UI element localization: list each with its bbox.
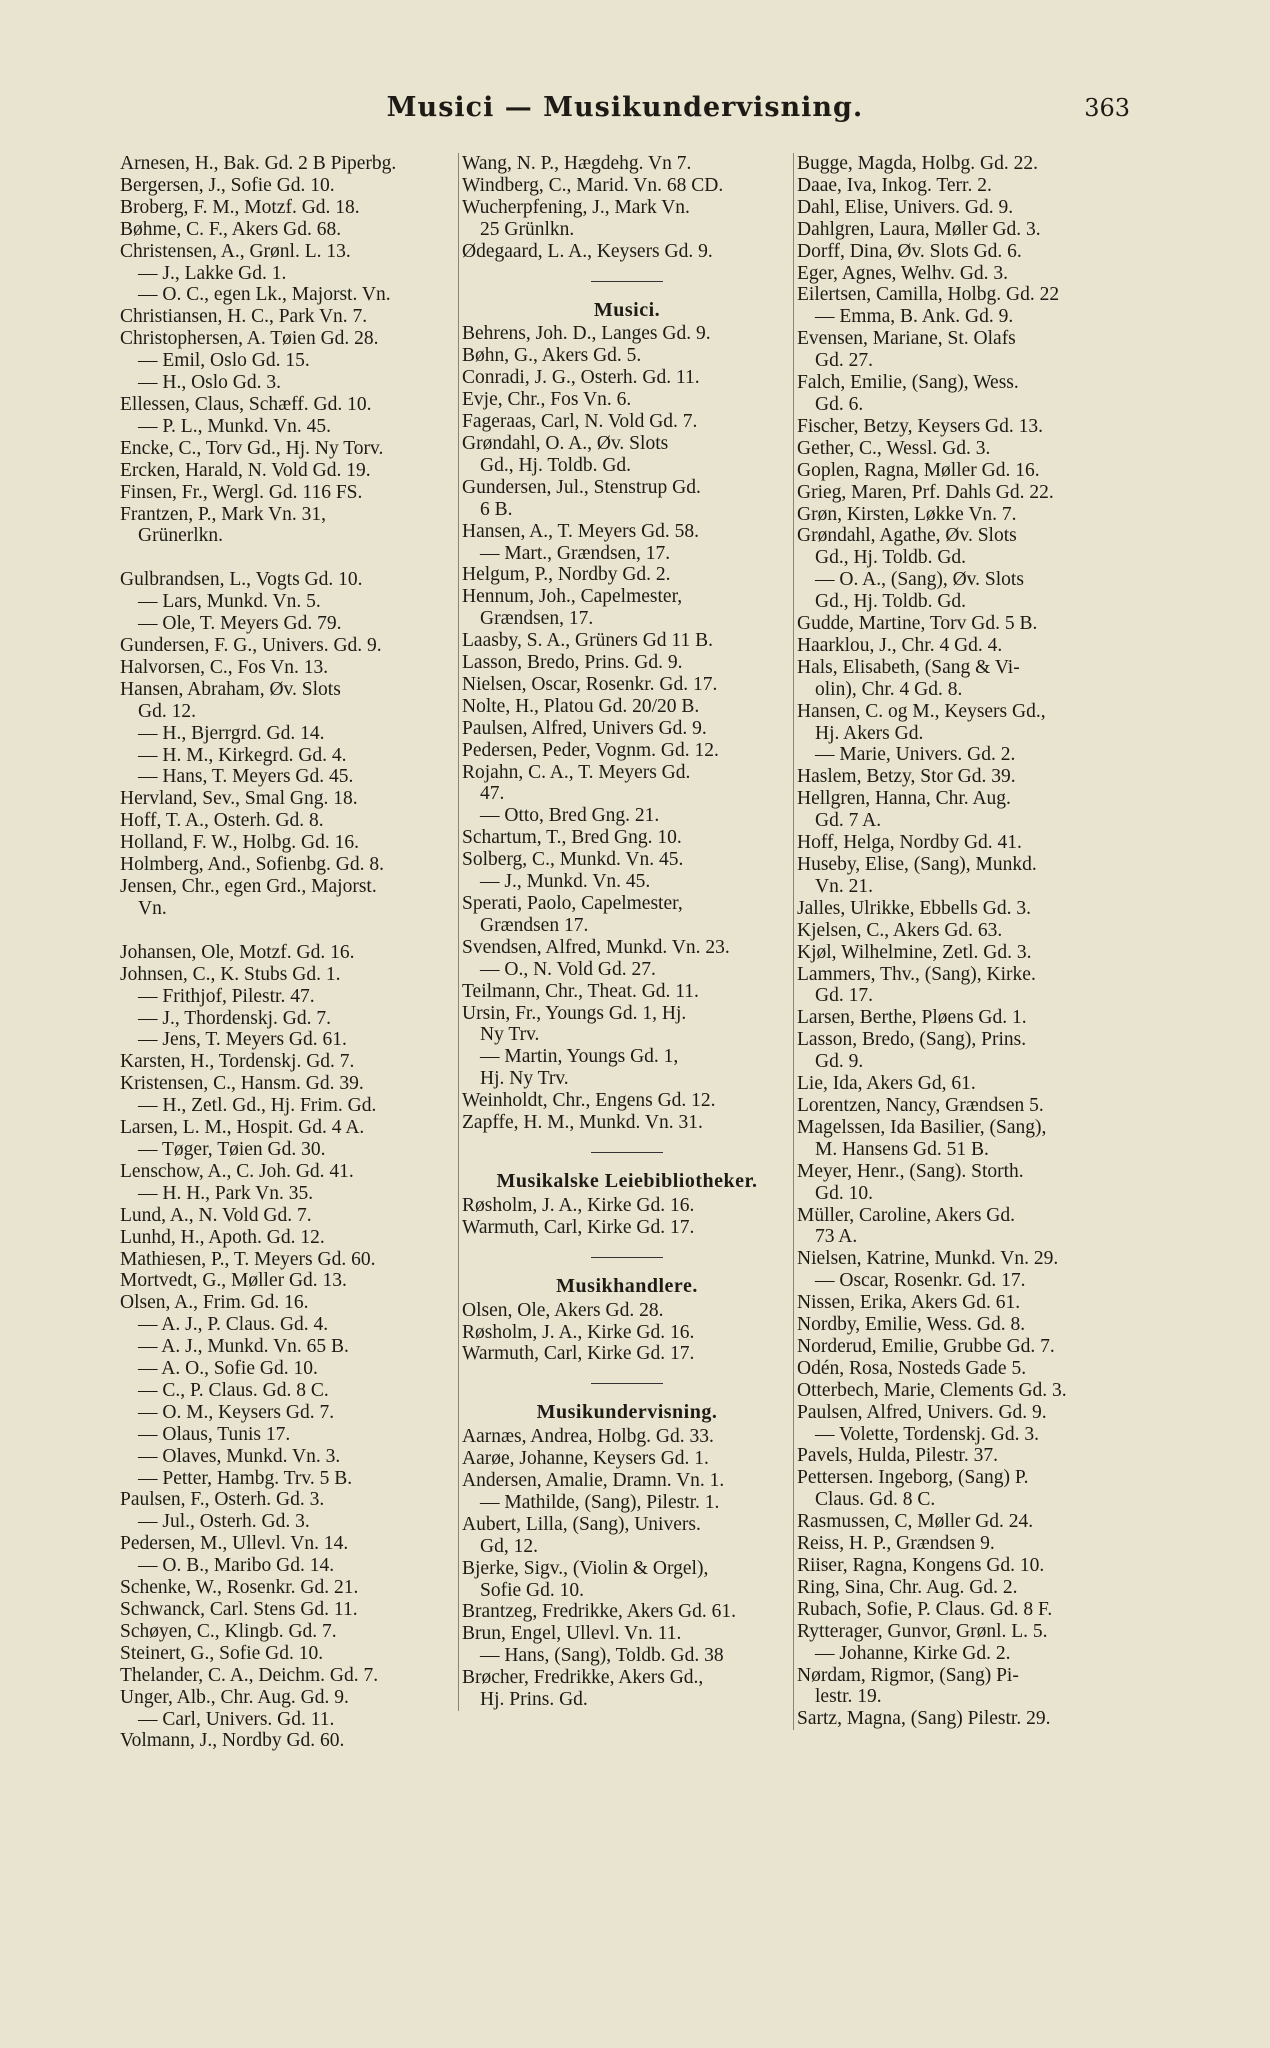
- directory-entry: Falch, Emilie, (Sang), Wess.: [797, 372, 1019, 394]
- directory-entry: Christophersen, A. Tøien Gd. 28.: [120, 328, 379, 350]
- directory-entry: Dorff, Dina, Øv. Slots Gd. 6.: [797, 240, 1022, 262]
- directory-entry: Andersen, Amalie, Dramn. Vn. 1.: [462, 1470, 725, 1492]
- directory-entry: Weinholdt, Chr., Engens Gd. 12.: [462, 1090, 716, 1112]
- directory-entry: Haarklou, J., Chr. 4 Gd. 4.: [797, 634, 1003, 656]
- directory-entry: Ercken, Harald, N. Vold Gd. 19.: [120, 459, 371, 481]
- directory-entry: — Carl, Univers. Gd. 11.: [138, 1708, 335, 1730]
- directory-entry: Bugge, Magda, Holbg. Gd. 22.: [797, 153, 1039, 174]
- directory-entry: Paulsen, F., Osterh. Gd. 3.: [120, 1489, 325, 1511]
- directory-entry: — Oscar, Rosenkr. Gd. 17.: [815, 1270, 1026, 1292]
- directory-entry: Hoff, T. A., Osterh. Gd. 8.: [120, 810, 324, 832]
- directory-entry: Gd. 6.: [815, 393, 864, 415]
- directory-entry: lestr. 19.: [815, 1686, 882, 1708]
- directory-entry: Schartum, T., Bred Gng. 10.: [462, 827, 682, 849]
- directory-entry: Lie, Ida, Akers Gd, 61.: [797, 1073, 976, 1095]
- directory-entry: Norderud, Emilie, Grubbe Gd. 7.: [797, 1335, 1055, 1357]
- directory-entry: Larsen, Berthe, Pløens Gd. 1.: [797, 1007, 1027, 1029]
- section-heading: Musikalske Leiebibliotheker.: [496, 1169, 758, 1192]
- directory-entry: Aarøe, Johanne, Keysers Gd. 1.: [462, 1448, 709, 1470]
- directory-entry: Odén, Rosa, Nosteds Gade 5.: [797, 1357, 1027, 1379]
- directory-entry: Fischer, Betzy, Keysers Gd. 13.: [797, 415, 1043, 437]
- directory-entry: Holmberg, And., Sofienbg. Gd. 8.: [120, 854, 384, 876]
- directory-entry: Hansen, Abraham, Øv. Slots: [120, 678, 341, 700]
- section-divider: [591, 281, 663, 282]
- column-right: [793, 153, 1135, 1730]
- directory-entry: Vn.: [138, 897, 167, 919]
- directory-entry: Laasby, S. A., Grüners Gd 11 B.: [462, 630, 713, 652]
- directory-entry: Evensen, Mariane, St. Olafs: [797, 328, 1016, 350]
- directory-entry: Kjøl, Wilhelmine, Zetl. Gd. 3.: [797, 941, 1032, 963]
- directory-entry: Hals, Elisabeth, (Sang & Vi-: [797, 656, 1020, 678]
- section-divider: [591, 1152, 663, 1153]
- directory-entry: Grændsen 17.: [480, 914, 589, 936]
- directory-entry: — Ole, T. Meyers Gd. 79.: [138, 613, 342, 635]
- directory-entry: Goplen, Ragna, Møller Gd. 16.: [797, 459, 1040, 481]
- directory-entry: — Jul., Osterh. Gd. 3.: [138, 1511, 310, 1533]
- directory-entry: Schøyen, C., Klingb. Gd. 7.: [120, 1620, 337, 1642]
- directory-entry: — Lars, Munkd. Vn. 5.: [138, 591, 321, 613]
- directory-entry: Fageraas, Carl, N. Vold Gd. 7.: [462, 411, 698, 433]
- directory-entry: Rojahn, C. A., T. Meyers Gd.: [462, 761, 691, 783]
- directory-entry: Karsten, H., Tordenskj. Gd. 7.: [120, 1051, 355, 1073]
- directory-entry: Mathiesen, P., T. Meyers Gd. 60.: [120, 1248, 376, 1270]
- directory-entry: Gd., Hj. Toldb. Gd.: [480, 454, 632, 476]
- directory-entry: Gd. 27.: [815, 350, 873, 372]
- directory-entry: Rasmussen, C, Møller Gd. 24.: [797, 1511, 1034, 1533]
- directory-entry: Lund, A., N. Vold Gd. 7.: [120, 1204, 312, 1226]
- directory-entry: Warmuth, Carl, Kirke Gd. 17.: [462, 1216, 695, 1238]
- directory-entry: Conradi, J. G., Osterh. Gd. 11.: [462, 367, 700, 389]
- directory-entry: Gd. 10.: [815, 1182, 873, 1204]
- directory-entry: Hansen, A., T. Meyers Gd. 58.: [462, 520, 700, 542]
- directory-entry: M. Hansens Gd. 51 B.: [815, 1138, 989, 1160]
- directory-entry: Hennum, Joh., Capelmester,: [462, 586, 683, 608]
- directory-entry: Wang, N. P., Hægdehg. Vn 7.: [462, 153, 692, 174]
- directory-entry: Hj. Akers Gd.: [815, 722, 924, 744]
- directory-entry: Schwanck, Carl. Stens Gd. 11.: [120, 1599, 358, 1620]
- directory-entry: Broberg, F. M., Motzf. Gd. 18.: [120, 196, 360, 218]
- directory-entry: — O. A., (Sang), Øv. Slots: [815, 569, 1024, 591]
- directory-entry: Bjerke, Sigv., (Violin & Orgel),: [462, 1557, 709, 1579]
- directory-entry: Aubert, Lilla, (Sang), Univers.: [462, 1513, 701, 1535]
- directory-entry: Hj. Prins. Gd.: [480, 1689, 588, 1711]
- directory-entry: Lenschow, A., C. Joh. Gd. 41.: [120, 1160, 354, 1182]
- directory-entry: Wucherpfening, J., Mark Vn.: [462, 196, 690, 218]
- directory-entry: Hervland, Sev., Smal Gng. 18.: [120, 788, 358, 810]
- directory-entry: Nordby, Emilie, Wess. Gd. 8.: [797, 1314, 1026, 1336]
- directory-entry: Dahlgren, Laura, Møller Gd. 3.: [797, 218, 1041, 240]
- directory-entry: Behrens, Joh. D., Langes Gd. 9.: [462, 323, 711, 345]
- directory-entry: Brantzeg, Fredrikke, Akers Gd. 61.: [462, 1601, 737, 1623]
- directory-entry: Zapffe, H. M., Munkd. Vn. 31.: [462, 1112, 703, 1134]
- spacer: [120, 920, 454, 942]
- directory-entry: — Volette, Tordenskj. Gd. 3.: [815, 1423, 1039, 1445]
- section-heading: Musici.: [593, 298, 661, 321]
- directory-entry: Sperati, Paolo, Capelmester,: [462, 893, 683, 914]
- directory-entry: — O. C., egen Lk., Majorst. Vn.: [138, 284, 391, 306]
- directory-entry: Schenke, W., Rosenkr. Gd. 21.: [120, 1577, 359, 1599]
- directory-entry: 73 A.: [815, 1226, 858, 1248]
- directory-entry: Paulsen, Alfred, Univers. Gd. 9.: [797, 1401, 1047, 1423]
- directory-entry: — H., Bjerrgrd. Gd. 14.: [138, 722, 325, 744]
- directory-entry: — P. L., Munkd. Vn. 45.: [138, 415, 332, 437]
- directory-entry: Gudde, Martine, Torv Gd. 5 B.: [797, 613, 1038, 635]
- directory-entry: Brøcher, Fredrikke, Akers Gd.,: [462, 1667, 704, 1689]
- directory-entry: — J., Munkd. Vn. 45.: [480, 871, 651, 893]
- directory-entry: Grøndahl, O. A., Øv. Slots: [462, 432, 669, 454]
- directory-entry: Nielsen, Katrine, Munkd. Vn. 29.: [797, 1248, 1059, 1270]
- directory-entry: Bøhn, G., Akers Gd. 5.: [462, 345, 642, 367]
- directory-entry: — Tøger, Tøien Gd. 30.: [138, 1138, 326, 1160]
- directory-entry: Encke, C., Torv Gd., Hj. Ny Torv.: [120, 437, 384, 459]
- directory-entry: olin), Chr. 4 Gd. 8.: [815, 678, 963, 700]
- directory-entry: 6 B.: [480, 498, 513, 520]
- directory-entry: — Olaus, Tunis 17.: [138, 1423, 291, 1445]
- directory-entry: Hellgren, Hanna, Chr. Aug.: [797, 788, 1011, 810]
- directory-entry: Gether, C., Wessl. Gd. 3.: [797, 437, 991, 459]
- directory-entry: — Marie, Univers. Gd. 2.: [815, 744, 1016, 766]
- directory-entry: — A. J., Munkd. Vn. 65 B.: [138, 1336, 349, 1358]
- directory-entry: Brun, Engel, Ullevl. Vn. 11.: [462, 1623, 682, 1645]
- directory-entry: Grieg, Maren, Prf. Dahls Gd. 22.: [797, 481, 1054, 503]
- page-header: [120, 92, 1130, 132]
- directory-entry: Gd. 9.: [815, 1051, 864, 1073]
- directory-entry: Lunhd, H., Apoth. Gd. 12.: [120, 1226, 325, 1248]
- directory-entry: Warmuth, Carl, Kirke Gd. 17.: [462, 1343, 695, 1365]
- directory-entry: — Emil, Oslo Gd. 15.: [138, 350, 310, 372]
- directory-entry: Christiansen, H. C., Park Vn. 7.: [120, 306, 368, 328]
- directory-entry: Otterbech, Marie, Clements Gd. 3.: [797, 1379, 1067, 1401]
- directory-entry: Svendsen, Alfred, Munkd. Vn. 23.: [462, 936, 730, 958]
- directory-entry: Ødegaard, L. A., Keysers Gd. 9.: [462, 240, 713, 262]
- directory-entry: — Emma, B. Ank. Gd. 9.: [815, 306, 1014, 328]
- section-divider: [591, 1257, 663, 1258]
- directory-entry: Grøndahl, Agathe, Øv. Slots: [797, 525, 1017, 547]
- directory-entry: Nolte, H., Platou Gd. 20/20 B.: [462, 695, 700, 717]
- directory-entry: Rubach, Sofie, P. Claus. Gd. 8 F.: [797, 1598, 1053, 1620]
- directory-entry: Gundersen, Jul., Stenstrup Gd.: [462, 476, 701, 498]
- section-divider: [591, 1383, 663, 1384]
- directory-entry: Gulbrandsen, L., Vogts Gd. 10.: [120, 569, 363, 591]
- directory-entry: Riiser, Ragna, Kongens Gd. 10.: [797, 1555, 1045, 1576]
- directory-entry: Müller, Caroline, Akers Gd.: [797, 1204, 1016, 1226]
- directory-entry: Olsen, A., Frim. Gd. 16.: [120, 1292, 309, 1314]
- directory-entry: — Mart., Grændsen, 17.: [480, 542, 671, 564]
- directory-entry: — A. J., P. Claus. Gd. 4.: [138, 1314, 329, 1336]
- directory-entry: Evje, Chr., Fos Vn. 6.: [462, 389, 632, 411]
- directory-entry: Larsen, L. M., Hospit. Gd. 4 A.: [120, 1117, 365, 1139]
- directory-entry: — Otto, Bred Gng. 21.: [480, 805, 660, 827]
- page-number: 363: [1084, 94, 1130, 122]
- directory-entry: — O., N. Vold Gd. 27.: [480, 958, 656, 980]
- directory-entry: Steinert, G., Sofie Gd. 10.: [120, 1642, 324, 1664]
- directory-entry: Gd. 7 A.: [815, 810, 882, 832]
- directory-entry: Eger, Agnes, Welhv. Gd. 3.: [797, 262, 1009, 284]
- column-middle: [458, 153, 792, 1711]
- directory-entry: Magelssen, Ida Basilier, (Sang),: [797, 1116, 1047, 1138]
- directory-entry: Aarnæs, Andrea, Holbg. Gd. 33.: [462, 1426, 714, 1448]
- directory-entry: — Hans, T. Meyers Gd. 45.: [138, 766, 354, 788]
- directory-entry: — Olaves, Munkd. Vn. 3.: [138, 1445, 341, 1467]
- directory-entry: Volmann, J., Nordby Gd. 60.: [120, 1730, 345, 1752]
- directory-entry: Ursin, Fr., Youngs Gd. 1, Hj.: [462, 1002, 687, 1024]
- directory-entry: Meyer, Henr., (Sang). Storth.: [797, 1160, 1024, 1182]
- directory-entry: — Hans, (Sang), Toldb. Gd. 38: [480, 1645, 724, 1667]
- directory-entry: Paulsen, Alfred, Univers Gd. 9.: [462, 717, 707, 739]
- directory-entry: — O. B., Maribo Gd. 14.: [138, 1555, 335, 1577]
- directory-entry: Dahl, Elise, Univers. Gd. 9.: [797, 196, 1014, 218]
- directory-entry: Windberg, C., Marid. Vn. 68 CD.: [462, 174, 724, 196]
- directory-entry: Hoff, Helga, Nordby Gd. 41.: [797, 832, 1022, 854]
- directory-entry: Gd. 17.: [815, 985, 873, 1007]
- directory-entry: Jalles, Ulrikke, Ebbells Gd. 3.: [797, 897, 1031, 919]
- directory-entry: Gd., Hj. Toldb. Gd.: [815, 591, 967, 613]
- directory-entry: Gd., Hj. Toldb. Gd.: [815, 547, 967, 569]
- directory-entry: — A. O., Sofie Gd. 10.: [138, 1358, 318, 1380]
- directory-entry: Ellessen, Claus, Schæff. Gd. 10.: [120, 393, 372, 415]
- directory-entry: Grøn, Kirsten, Løkke Vn. 7.: [797, 503, 1017, 525]
- page-title: Musici — Musikundervisning.: [386, 92, 864, 123]
- directory-entry: Bøhme, C. F., Akers Gd. 68.: [120, 218, 342, 240]
- directory-entry: Huseby, Elise, (Sang), Munkd.: [797, 854, 1037, 875]
- directory-entry: Frantzen, P., Mark Vn. 31,: [120, 503, 326, 525]
- directory-entry: Teilmann, Chr., Theat. Gd. 11.: [462, 980, 699, 1002]
- directory-entry: Rytterager, Gunvor, Grønl. L. 5.: [797, 1620, 1048, 1642]
- directory-entry: Haslem, Betzy, Stor Gd. 39.: [797, 766, 1016, 788]
- directory-entry: Ny Trv.: [480, 1024, 540, 1046]
- directory-entry: — Mathilde, (Sang), Pilestr. 1.: [480, 1491, 720, 1513]
- directory-entry: — H., Zetl. Gd., Hj. Frim. Gd.: [138, 1095, 377, 1117]
- directory-entry: Helgum, P., Nordby Gd. 2.: [462, 564, 671, 586]
- directory-entry: Ring, Sina, Chr. Aug. Gd. 2.: [797, 1576, 1018, 1598]
- directory-entry: Halvorsen, C., Fos Vn. 13.: [120, 656, 329, 678]
- directory-entry: Sofie Gd. 10.: [480, 1579, 584, 1601]
- directory-entry: Nissen, Erika, Akers Gd. 61.: [797, 1292, 1021, 1314]
- directory-entry: Lasson, Bredo, (Sang), Prins.: [797, 1029, 1027, 1051]
- directory-entry: Røsholm, J. A., Kirke Gd. 16.: [462, 1321, 695, 1343]
- directory-entry: — J., Thordenskj. Gd. 7.: [138, 1007, 332, 1029]
- directory-entry: Unger, Alb., Chr. Aug. Gd. 9.: [120, 1686, 349, 1708]
- directory-entry: — C., P. Claus. Gd. 8 C.: [138, 1379, 329, 1401]
- directory-entry: Holland, F. W., Holbg. Gd. 16.: [120, 832, 359, 854]
- directory-entry: Hj. Ny Trv.: [480, 1068, 569, 1090]
- directory-entry: Pedersen, M., Ullevl. Vn. 14.: [120, 1533, 349, 1555]
- directory-entry: Gd. 12.: [138, 700, 196, 722]
- directory-entry: Thelander, C. A., Deichm. Gd. 7.: [120, 1664, 379, 1686]
- directory-entry: Lorentzen, Nancy, Grændsen 5.: [797, 1094, 1044, 1116]
- directory-entry: Jensen, Chr., egen Grd., Majorst.: [120, 876, 377, 897]
- directory-entry: Røsholm, J. A., Kirke Gd. 16.: [462, 1194, 695, 1216]
- directory-entry: Lasson, Bredo, Prins. Gd. 9.: [462, 652, 683, 674]
- directory-entry: Solberg, C., Munkd. Vn. 45.: [462, 849, 684, 871]
- directory-entry: 47.: [480, 783, 505, 805]
- directory-entry: — Johanne, Kirke Gd. 2.: [815, 1642, 1011, 1664]
- directory-entry: — J., Lakke Gd. 1.: [138, 262, 287, 284]
- directory-entry: — H. H., Park Vn. 35.: [138, 1182, 314, 1204]
- section-heading: Musikhandlere.: [556, 1274, 698, 1297]
- directory-entry: Johansen, Ole, Motzf. Gd. 16.: [120, 941, 355, 963]
- directory-entry: Kjelsen, C., Akers Gd. 63.: [797, 919, 1003, 941]
- directory-entry: Grændsen, 17.: [480, 608, 594, 630]
- directory-entry: Sartz, Magna, (Sang) Pilestr. 29.: [797, 1708, 1051, 1730]
- directory-entry: Kristensen, C., Hansm. Gd. 39.: [120, 1073, 364, 1095]
- directory-entry: Vn. 21.: [815, 875, 873, 897]
- directory-entry: Nørdam, Rigmor, (Sang) Pi-: [797, 1664, 1019, 1686]
- directory-entry: Mortvedt, G., Møller Gd. 13.: [120, 1270, 347, 1292]
- directory-entry: Claus. Gd. 8 C.: [815, 1489, 936, 1511]
- directory-entry: Pedersen, Peder, Vognm. Gd. 12.: [462, 739, 719, 761]
- directory-entry: Arnesen, H., Bak. Gd. 2 B Piperbg.: [120, 153, 397, 174]
- column-left: [120, 153, 454, 1752]
- directory-entry: Reiss, H. P., Grændsen 9.: [797, 1533, 995, 1555]
- directory-entry: — Petter, Hambg. Trv. 5 B.: [138, 1467, 353, 1489]
- spacer: [120, 547, 454, 569]
- directory-entry: Nielsen, Oscar, Rosenkr. Gd. 17.: [462, 673, 718, 695]
- directory-entry: Pavels, Hulda, Pilestr. 37.: [797, 1445, 998, 1467]
- directory-entry: Eilertsen, Camilla, Holbg. Gd. 22: [797, 284, 1060, 306]
- directory-entry: — Frithjof, Pilestr. 47.: [138, 985, 315, 1007]
- directory-entry: — Martin, Youngs Gd. 1,: [480, 1046, 679, 1068]
- directory-entry: Johnsen, C., K. Stubs Gd. 1.: [120, 963, 341, 985]
- directory-entry: Gundersen, F. G., Univers. Gd. 9.: [120, 635, 382, 657]
- directory-entry: Olsen, Ole, Akers Gd. 28.: [462, 1299, 664, 1321]
- directory-entry: Hansen, C. og M., Keysers Gd.,: [797, 700, 1046, 722]
- directory-entry: Daae, Iva, Inkog. Terr. 2.: [797, 174, 992, 196]
- directory-entry: — H., Oslo Gd. 3.: [138, 372, 282, 394]
- directory-entry: Finsen, Fr., Wergl. Gd. 116 FS.: [120, 481, 363, 503]
- directory-entry: — H. M., Kirkegrd. Gd. 4.: [138, 744, 347, 766]
- directory-entry: Lammers, Thv., (Sang), Kirke.: [797, 963, 1036, 985]
- directory-entry: 25 Grünlkn.: [480, 218, 575, 240]
- directory-entry: Grünerlkn.: [138, 525, 224, 547]
- directory-entry: Gd, 12.: [480, 1535, 538, 1557]
- directory-entry: Pettersen. Ingeborg, (Sang) P.: [797, 1467, 1029, 1489]
- directory-entry: Bergersen, J., Sofie Gd. 10.: [120, 174, 335, 196]
- directory-entry: — Jens, T. Meyers Gd. 61.: [138, 1029, 347, 1051]
- section-heading: Musikundervisning.: [536, 1401, 718, 1424]
- directory-entry: Christensen, A., Grønl. L. 13.: [120, 240, 351, 262]
- directory-entry: — O. M., Keysers Gd. 7.: [138, 1401, 335, 1423]
